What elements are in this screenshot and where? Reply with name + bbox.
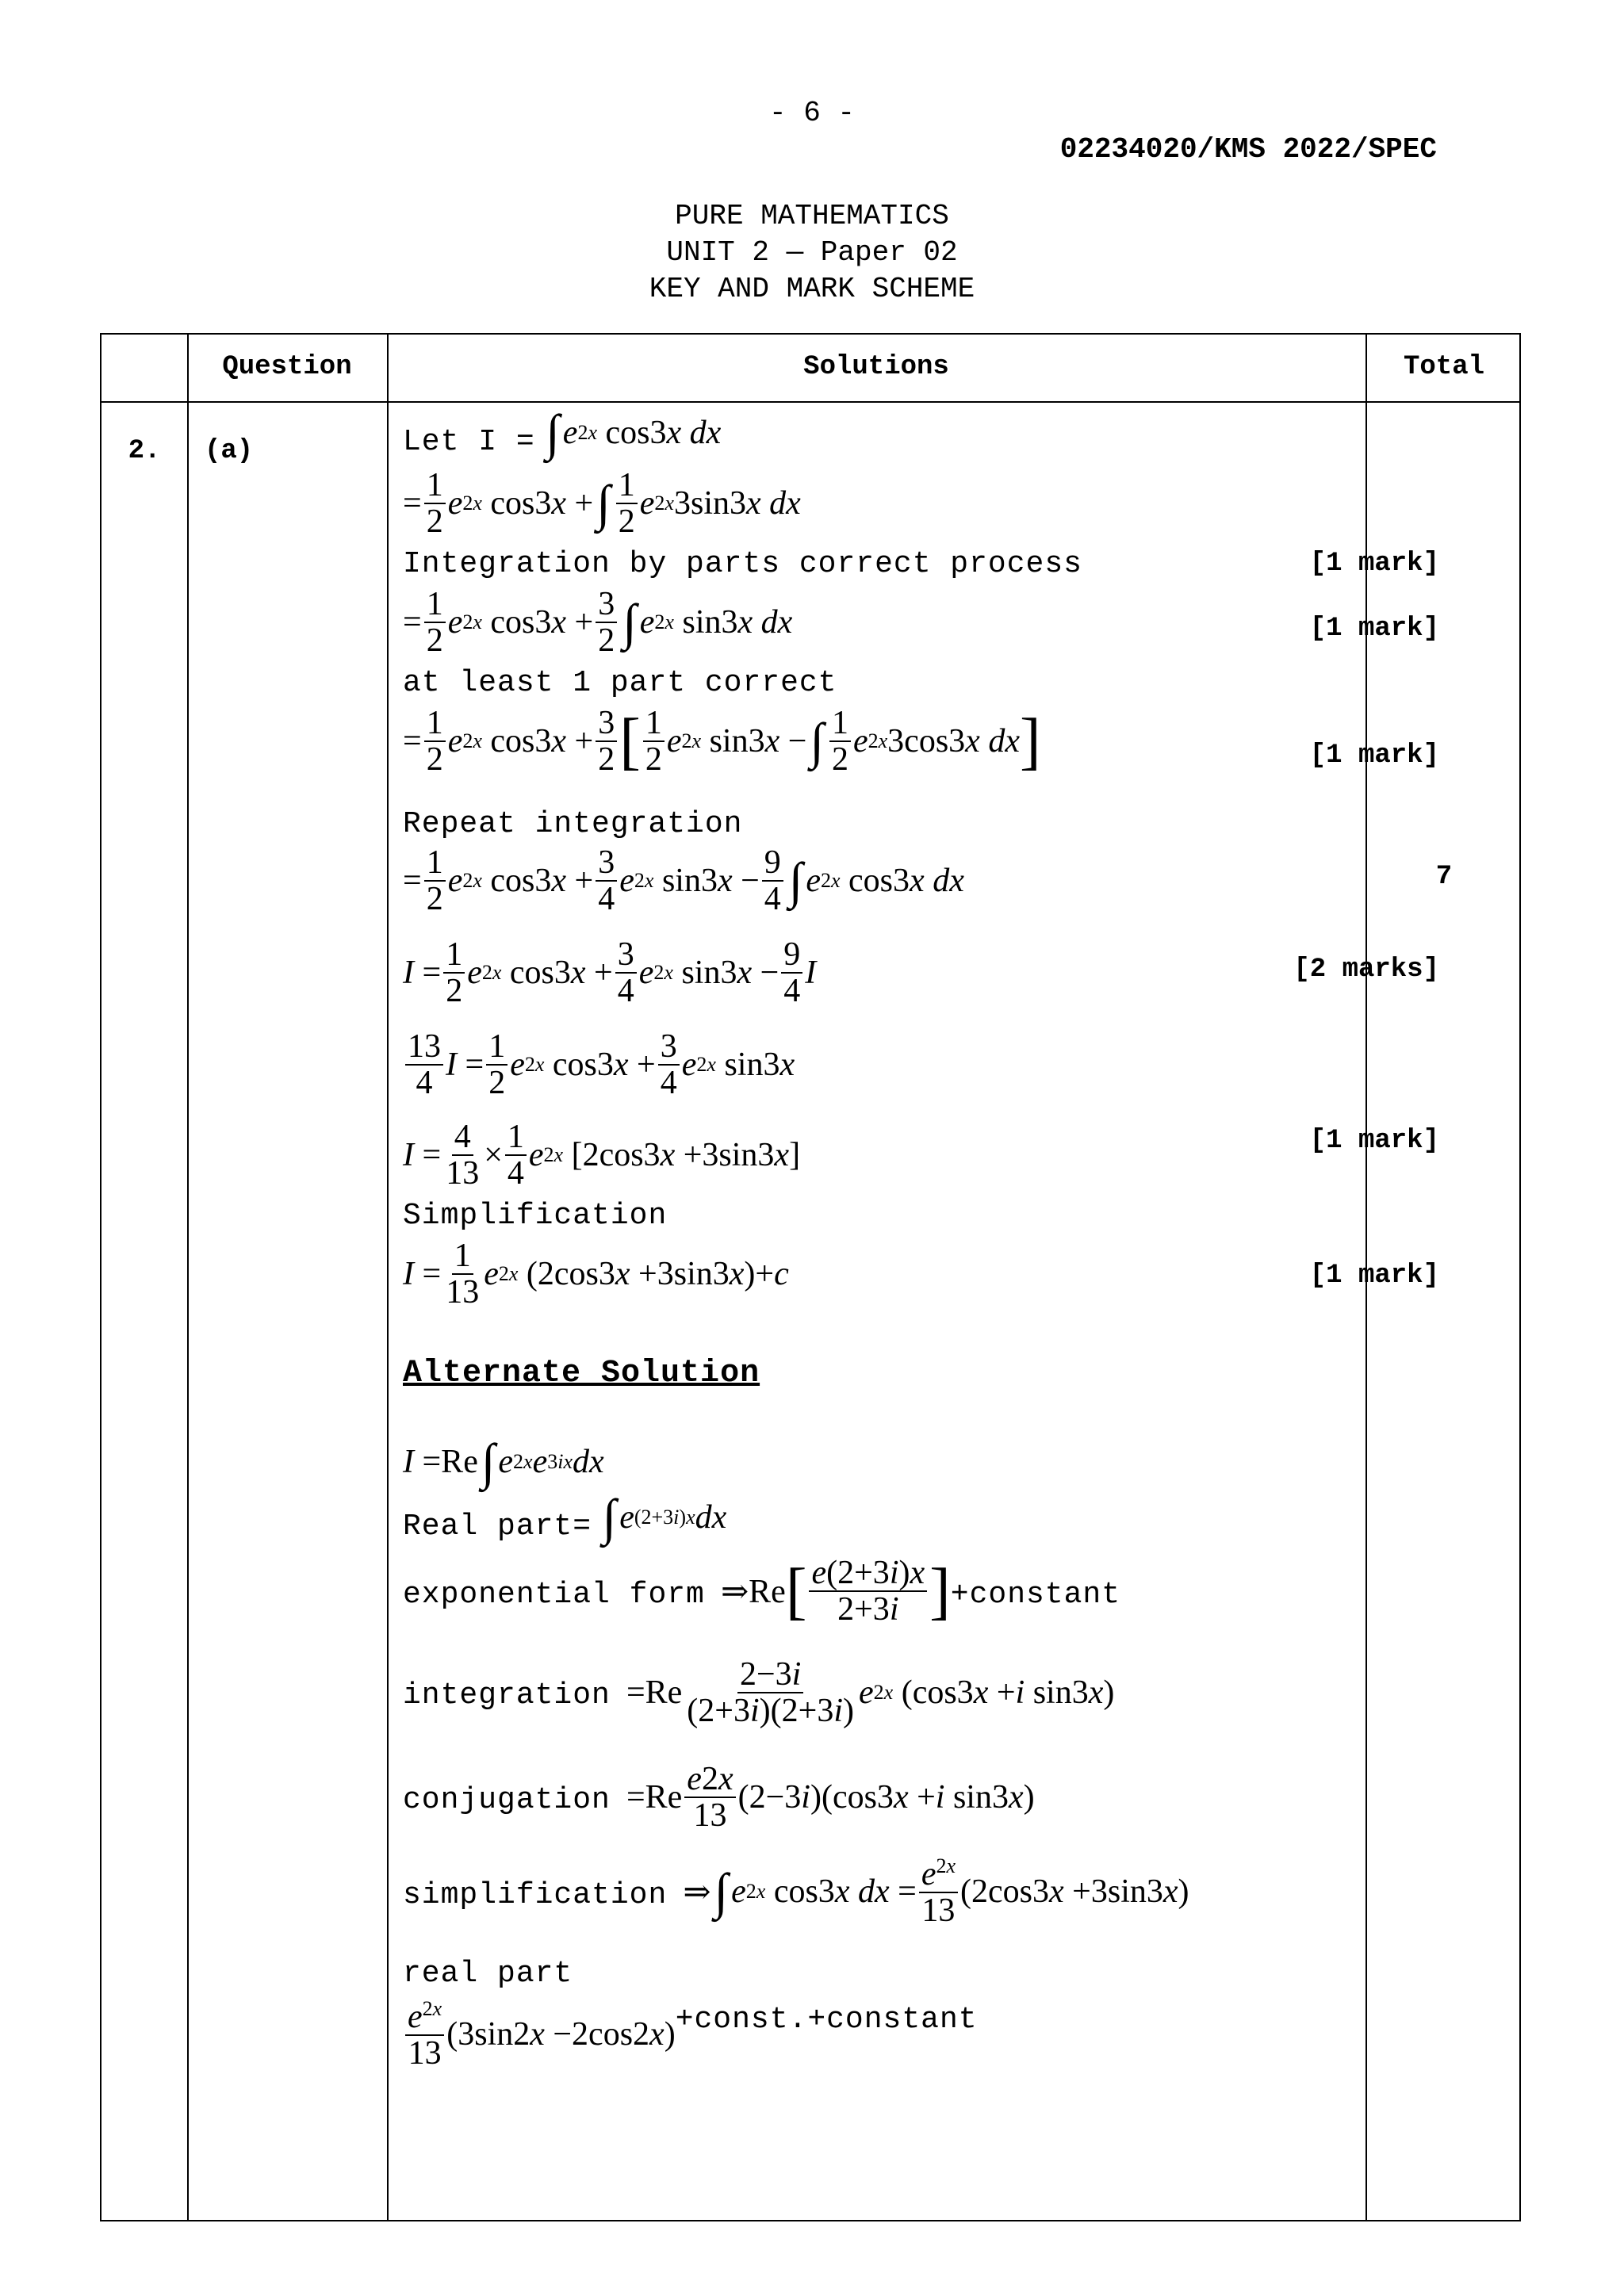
equation: I = $\frac{1}{13}$ e 2x (2cos3 x +3sin3 x )+ c xyxy=(403,1238,789,1311)
step-final xyxy=(403,1238,789,1310)
column-divider xyxy=(187,335,189,2220)
integration-label: integration xyxy=(403,1678,611,1713)
mark-award: [1 mark] xyxy=(1309,740,1439,771)
total-marks: 7 xyxy=(1435,862,1453,892)
label-simplification: Simplification xyxy=(403,1199,668,1233)
header-divider xyxy=(102,401,1519,403)
equation: =Re $\frac{2-3i}{(2+3i)(2+3i)}$ e 2x (cos3 x + i sin3 x ) xyxy=(618,1656,1115,1730)
alt-step-real xyxy=(403,1433,604,1490)
title-line-1: PURE MATHEMATICS xyxy=(675,200,949,232)
exponential-label: exponential form xyxy=(403,1578,705,1613)
equation: = $\frac{1}{2}$ e 2x cos3 x + $\frac{3}{2}$ [ $\frac{1}{2}$ e 2x sin3 x − ∫ $\frac{1}{2}$ e 2x 3cos3 x dx ] xyxy=(403,705,1041,779)
mark-award: [1 mark] xyxy=(1309,614,1439,644)
equation: ⇒Re [ $\frac{e(2+3i)x}{2+3i}$ ] xyxy=(712,1555,951,1628)
page-number: - 6 - xyxy=(768,97,856,129)
equation: I =Re ∫ e 2x e 3ix dx xyxy=(403,1433,604,1490)
final-suffix: +const.+constant xyxy=(675,2003,978,2037)
alt-step-conjugation xyxy=(403,1762,1035,1833)
alt-step-real-part xyxy=(403,1489,727,1545)
title-line-2: UNIT 2 — Paper 02 xyxy=(666,236,958,269)
step-parts-expansion xyxy=(403,468,801,539)
let-label: Let I = xyxy=(403,425,535,459)
document-code: 02234020/KMS 2022/SPEC xyxy=(1059,133,1437,166)
step-solve xyxy=(403,1119,800,1191)
column-divider xyxy=(387,335,389,2220)
equation: =Re $\frac{e2x}{13}$ (2−3 i )(cos3 x + i sin3 x ) xyxy=(618,1761,1035,1835)
mark-award: [1 mark] xyxy=(1309,549,1439,579)
equation: = $\frac{1}{2}$ e 2x cos3 x + $\frac{3}{2}$ ∫ e 2x sin3 x dx xyxy=(403,586,793,660)
equation: ∫ e (2+3i)x dx xyxy=(602,1489,727,1545)
equation: $\frac{e^{2x}}{13}$ (3sin2 x −2cos2 x ) xyxy=(403,1998,676,2071)
simplification-label: simplification xyxy=(403,1878,668,1913)
label-parts-process: Integration by parts correct process xyxy=(403,547,1082,581)
mark-award: [2 marks] xyxy=(1293,955,1439,985)
column-header-solutions: Solutions xyxy=(803,352,949,382)
conjugation-label: conjugation xyxy=(403,1783,611,1818)
mark-scheme-table xyxy=(100,333,1521,2221)
alt-step-integration xyxy=(403,1657,1114,1728)
step-let xyxy=(403,404,722,461)
equation: ∫ e 2x cos3 x dx xyxy=(546,404,722,461)
column-header-total: Total xyxy=(1403,352,1485,382)
equation: ⇒ ∫ e 2x cos3 x dx = $\frac{e^{2x}}{13}$ (2cos3 x +3sin3 x ) xyxy=(674,1854,1189,1930)
question-part: (a) xyxy=(205,436,254,466)
step-repeat xyxy=(403,706,1041,777)
real-part-label: Real part= xyxy=(403,1510,592,1544)
title-block xyxy=(0,198,1624,308)
label-one-part: at least 1 part correct xyxy=(403,666,837,700)
question-number: 2. xyxy=(128,436,161,466)
equation: = $\frac{1}{2}$ e 2x cos3 x + ∫ $\frac{1}{2}$ e 2x 3sin3 x dx xyxy=(403,467,801,541)
label-repeat: Repeat integration xyxy=(403,807,743,841)
alt-step-final xyxy=(403,1998,978,2071)
equation: = $\frac{1}{2}$ e 2x cos3 x + $\frac{3}{4}$ e 2x sin3 x − $\frac{9}{4}$ ∫ e 2x cos3 x dx xyxy=(403,844,964,918)
alternate-solution-title: Alternate Solution xyxy=(403,1356,760,1391)
column-header-question: Question xyxy=(222,352,352,382)
mark-award: [1 mark] xyxy=(1309,1126,1439,1156)
alt-step-exponential xyxy=(403,1556,1120,1627)
alt-step-simplification xyxy=(403,1855,1189,1928)
equation: I = $\frac{4}{13}$ × $\frac{1}{4}$ e 2x [2cos3 x +3sin3 x ] xyxy=(403,1119,801,1192)
label-real-part: real part xyxy=(403,1957,573,1991)
step-i-equation xyxy=(403,937,816,1008)
title-line-3: KEY AND MARK SCHEME xyxy=(649,273,975,305)
step-combined xyxy=(403,845,964,916)
equation: $\frac{13}{4}$ I = $\frac{1}{2}$ e 2x cos3 x + $\frac{3}{4}$ e 2x sin3 x xyxy=(403,1029,795,1100)
equation: I = $\frac{1}{2}$ e 2x cos3 x + $\frac{3}{4}$ e 2x sin3 x − $\frac{9}{4}$ I xyxy=(403,936,817,1010)
mark-award: [1 mark] xyxy=(1309,1261,1439,1291)
step-collect xyxy=(403,1029,795,1100)
step-one-part xyxy=(403,587,792,658)
constant-text: +constant xyxy=(950,1578,1121,1613)
